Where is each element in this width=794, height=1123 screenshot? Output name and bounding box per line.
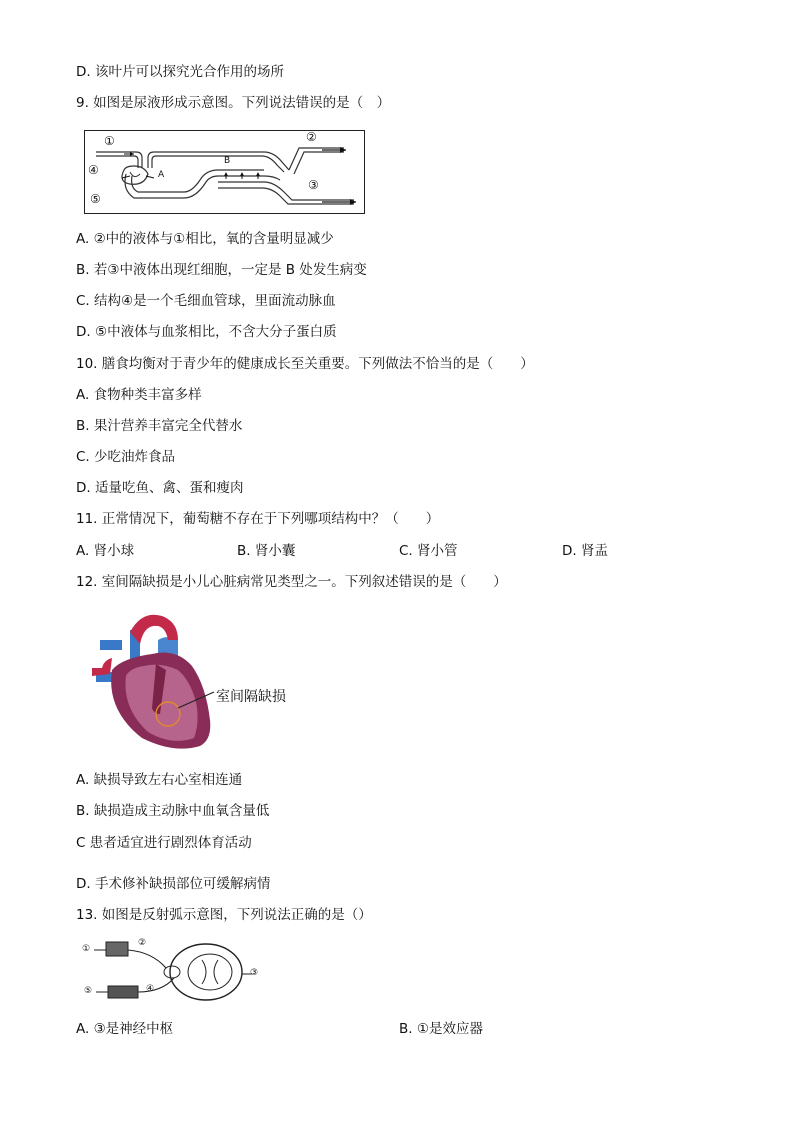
q10-option-b: B. 果汁营养丰富完全代替水: [76, 418, 243, 434]
q11-option-a: A. 肾小球: [76, 543, 135, 559]
fig12-defect-label: 室间隔缺损: [216, 689, 286, 705]
nephron-diagram: [84, 130, 366, 216]
q9-stem: 9. 如图是尿液形成示意图。下列说法错误的是（ ）: [76, 95, 391, 111]
q11-option-c: C. 肾小管: [399, 543, 458, 559]
q8-option-d: D. 该叶片可以探究光合作用的场所: [76, 64, 284, 80]
reflex-arc-diagram: [82, 938, 262, 1004]
q10-option-d: D. 适量吃鱼、禽、蛋和瘦肉: [76, 480, 244, 496]
fig13-label-5: ⑤: [84, 986, 93, 996]
fig9-label-b: B: [224, 156, 231, 166]
heart-diagram: [82, 610, 312, 755]
q10-stem: 10. 膳食均衡对于青少年的健康成长至关重要。下列做法不恰当的是（ ）: [76, 356, 534, 372]
fig9-label-1: ①: [104, 134, 115, 148]
q12-option-b: B. 缺损造成主动脉中血氧含量低: [76, 803, 270, 819]
fig13-label-4: ④: [146, 984, 155, 994]
q12-stem: 12. 室间隔缺损是小儿心脏病常见类型之一。下列叙述错误的是（ ）: [76, 574, 507, 590]
fig13-label-3: ③: [250, 968, 259, 978]
q9-option-b: B. 若③中液体出现红细胞，一定是 B 处发生病变: [76, 262, 367, 278]
q11-stem: 11. 正常情况下，葡萄糖不存在于下列哪项结构中？（ ）: [76, 511, 440, 527]
q10-option-c: C. 少吃油炸食品: [76, 449, 176, 465]
q12-option-a: A. 缺损导致左右心室相连通: [76, 772, 243, 788]
fig9-label-4: ④: [88, 163, 99, 177]
fig9-label-2: ②: [306, 130, 317, 144]
fig9-label-a: A: [158, 170, 165, 180]
q11-option-b: B. 肾小囊: [237, 543, 296, 559]
q10-option-a: A. 食物种类丰富多样: [76, 387, 202, 403]
q13-option-b: B. ①是效应器: [399, 1021, 483, 1037]
q12-option-c: C 患者适宜进行剧烈体育活动: [76, 835, 252, 851]
q13-option-a: A. ③是神经中枢: [76, 1021, 174, 1037]
q9-option-c: C. 结构④是一个毛细血管球，里面流动脉血: [76, 293, 336, 309]
fig9-label-3: ③: [308, 178, 319, 192]
fig9-label-5: ⑤: [90, 192, 101, 206]
q13-stem: 13. 如图是反射弧示意图，下列说法正确的是（）: [76, 907, 372, 923]
q9-option-d: D. ⑤中液体与血浆相比，不含大分子蛋白质: [76, 324, 337, 340]
fig13-label-1: ①: [82, 944, 91, 954]
q9-option-a: A. ②中的液体与①相比，氧的含量明显减少: [76, 231, 334, 247]
fig13-label-2: ②: [138, 938, 147, 948]
q12-option-d: D. 手术修补缺损部位可缓解病情: [76, 876, 271, 892]
q11-option-d: D. 肾盂: [562, 543, 608, 559]
